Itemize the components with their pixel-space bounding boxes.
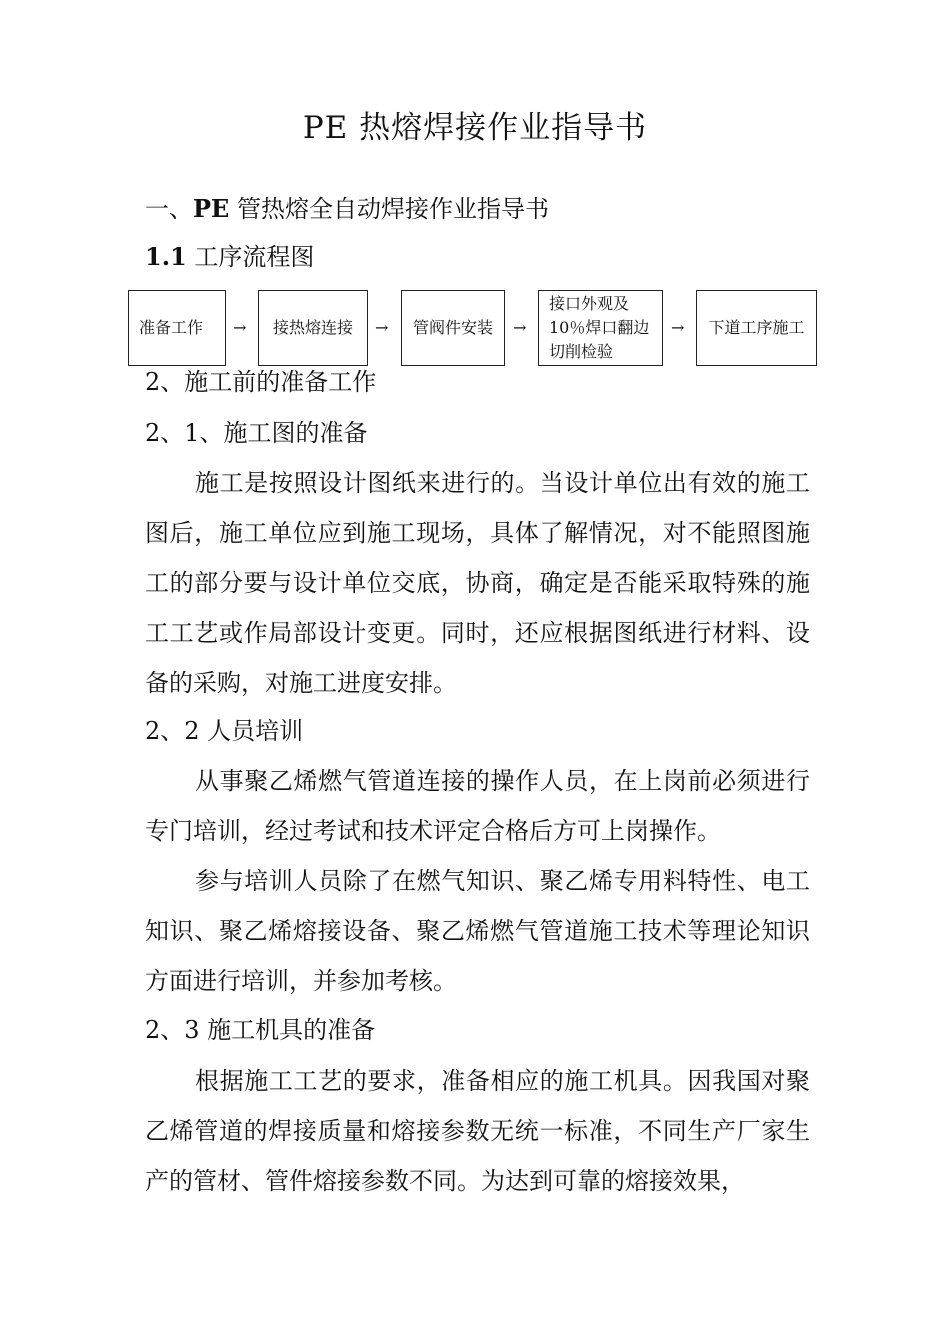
flow-step-label-line: 接口外观及 bbox=[549, 294, 630, 313]
subsection-heading-2-2: 2、2 人员培训 bbox=[145, 717, 304, 745]
subsection-heading-2-3: 2、3 施工机具的准备 bbox=[145, 1016, 376, 1044]
paragraph-drawing-preparation: 施工是按照设计图纸来进行的。当设计单位出有效的施工图后，施工单位应到施工现场，具体了解情况，对不能照图施工的部分要与设计单位交底，协商，确定是否能采取特殊的施工工艺或作局部设计变更。同时，还应根据图纸进行材料、设备的采购，对施工进度安排。 bbox=[145, 469, 810, 697]
section-bold: PE bbox=[193, 194, 230, 223]
flow-step-5 bbox=[696, 290, 817, 366]
flow-arrow: → bbox=[513, 318, 527, 337]
paragraph-training-1: 从事聚乙烯燃气管道连接的操作人员，在上岗前必须进行专门培训，经过考试和技术评定合格后方可上岗操作。 bbox=[145, 767, 810, 845]
flow-step-label: 下道工序施工 bbox=[708, 318, 805, 337]
section-prefix: 一、 bbox=[145, 195, 193, 223]
paragraph-equipment: 根据施工工艺的要求，准备相应的施工机具。因我国对聚乙烯管道的焊接质量和熔接参数无统一标准，不同生产厂家生产的管材、管件熔接参数不同。为达到可靠的熔接效果， bbox=[145, 1067, 810, 1195]
document-title: PE 热熔焊接作业指导书 bbox=[302, 110, 648, 146]
flow-step-3 bbox=[401, 290, 505, 366]
flow-step-label: 管阀件安装 bbox=[412, 318, 493, 337]
section-rest: 管热熔全自动焊接作业指导书 bbox=[229, 195, 549, 223]
flow-arrow: → bbox=[671, 318, 685, 337]
flow-arrow: → bbox=[233, 318, 247, 337]
section-heading-1 bbox=[145, 194, 549, 224]
flow-step-2 bbox=[258, 290, 368, 366]
subsection-heading-2-1: 2、1、施工图的准备 bbox=[145, 419, 368, 447]
flow-step-label: 接热熔连接 bbox=[272, 318, 353, 337]
flow-step-4 bbox=[538, 290, 663, 366]
flow-step-label-line: 切削检验 bbox=[549, 342, 614, 361]
flow-step-label-line: 10％焊口翻边 bbox=[549, 318, 650, 337]
flow-step-label: 准备工作 bbox=[139, 318, 204, 337]
subsection-number: 1.1 bbox=[145, 242, 187, 271]
subsection-heading-1-1 bbox=[145, 242, 314, 272]
flow-step-1 bbox=[128, 290, 226, 366]
section-heading-2: 2、施工前的准备工作 bbox=[145, 368, 377, 396]
flow-arrow: → bbox=[375, 318, 389, 337]
subsection-text: 工序流程图 bbox=[186, 243, 315, 271]
paragraph-training-2: 参与培训人员除了在燃气知识、聚乙烯专用料特性、电工知识、聚乙烯熔接设备、聚乙烯燃气管道施工技术等理论知识方面进行培训，并参加考核。 bbox=[145, 867, 810, 995]
